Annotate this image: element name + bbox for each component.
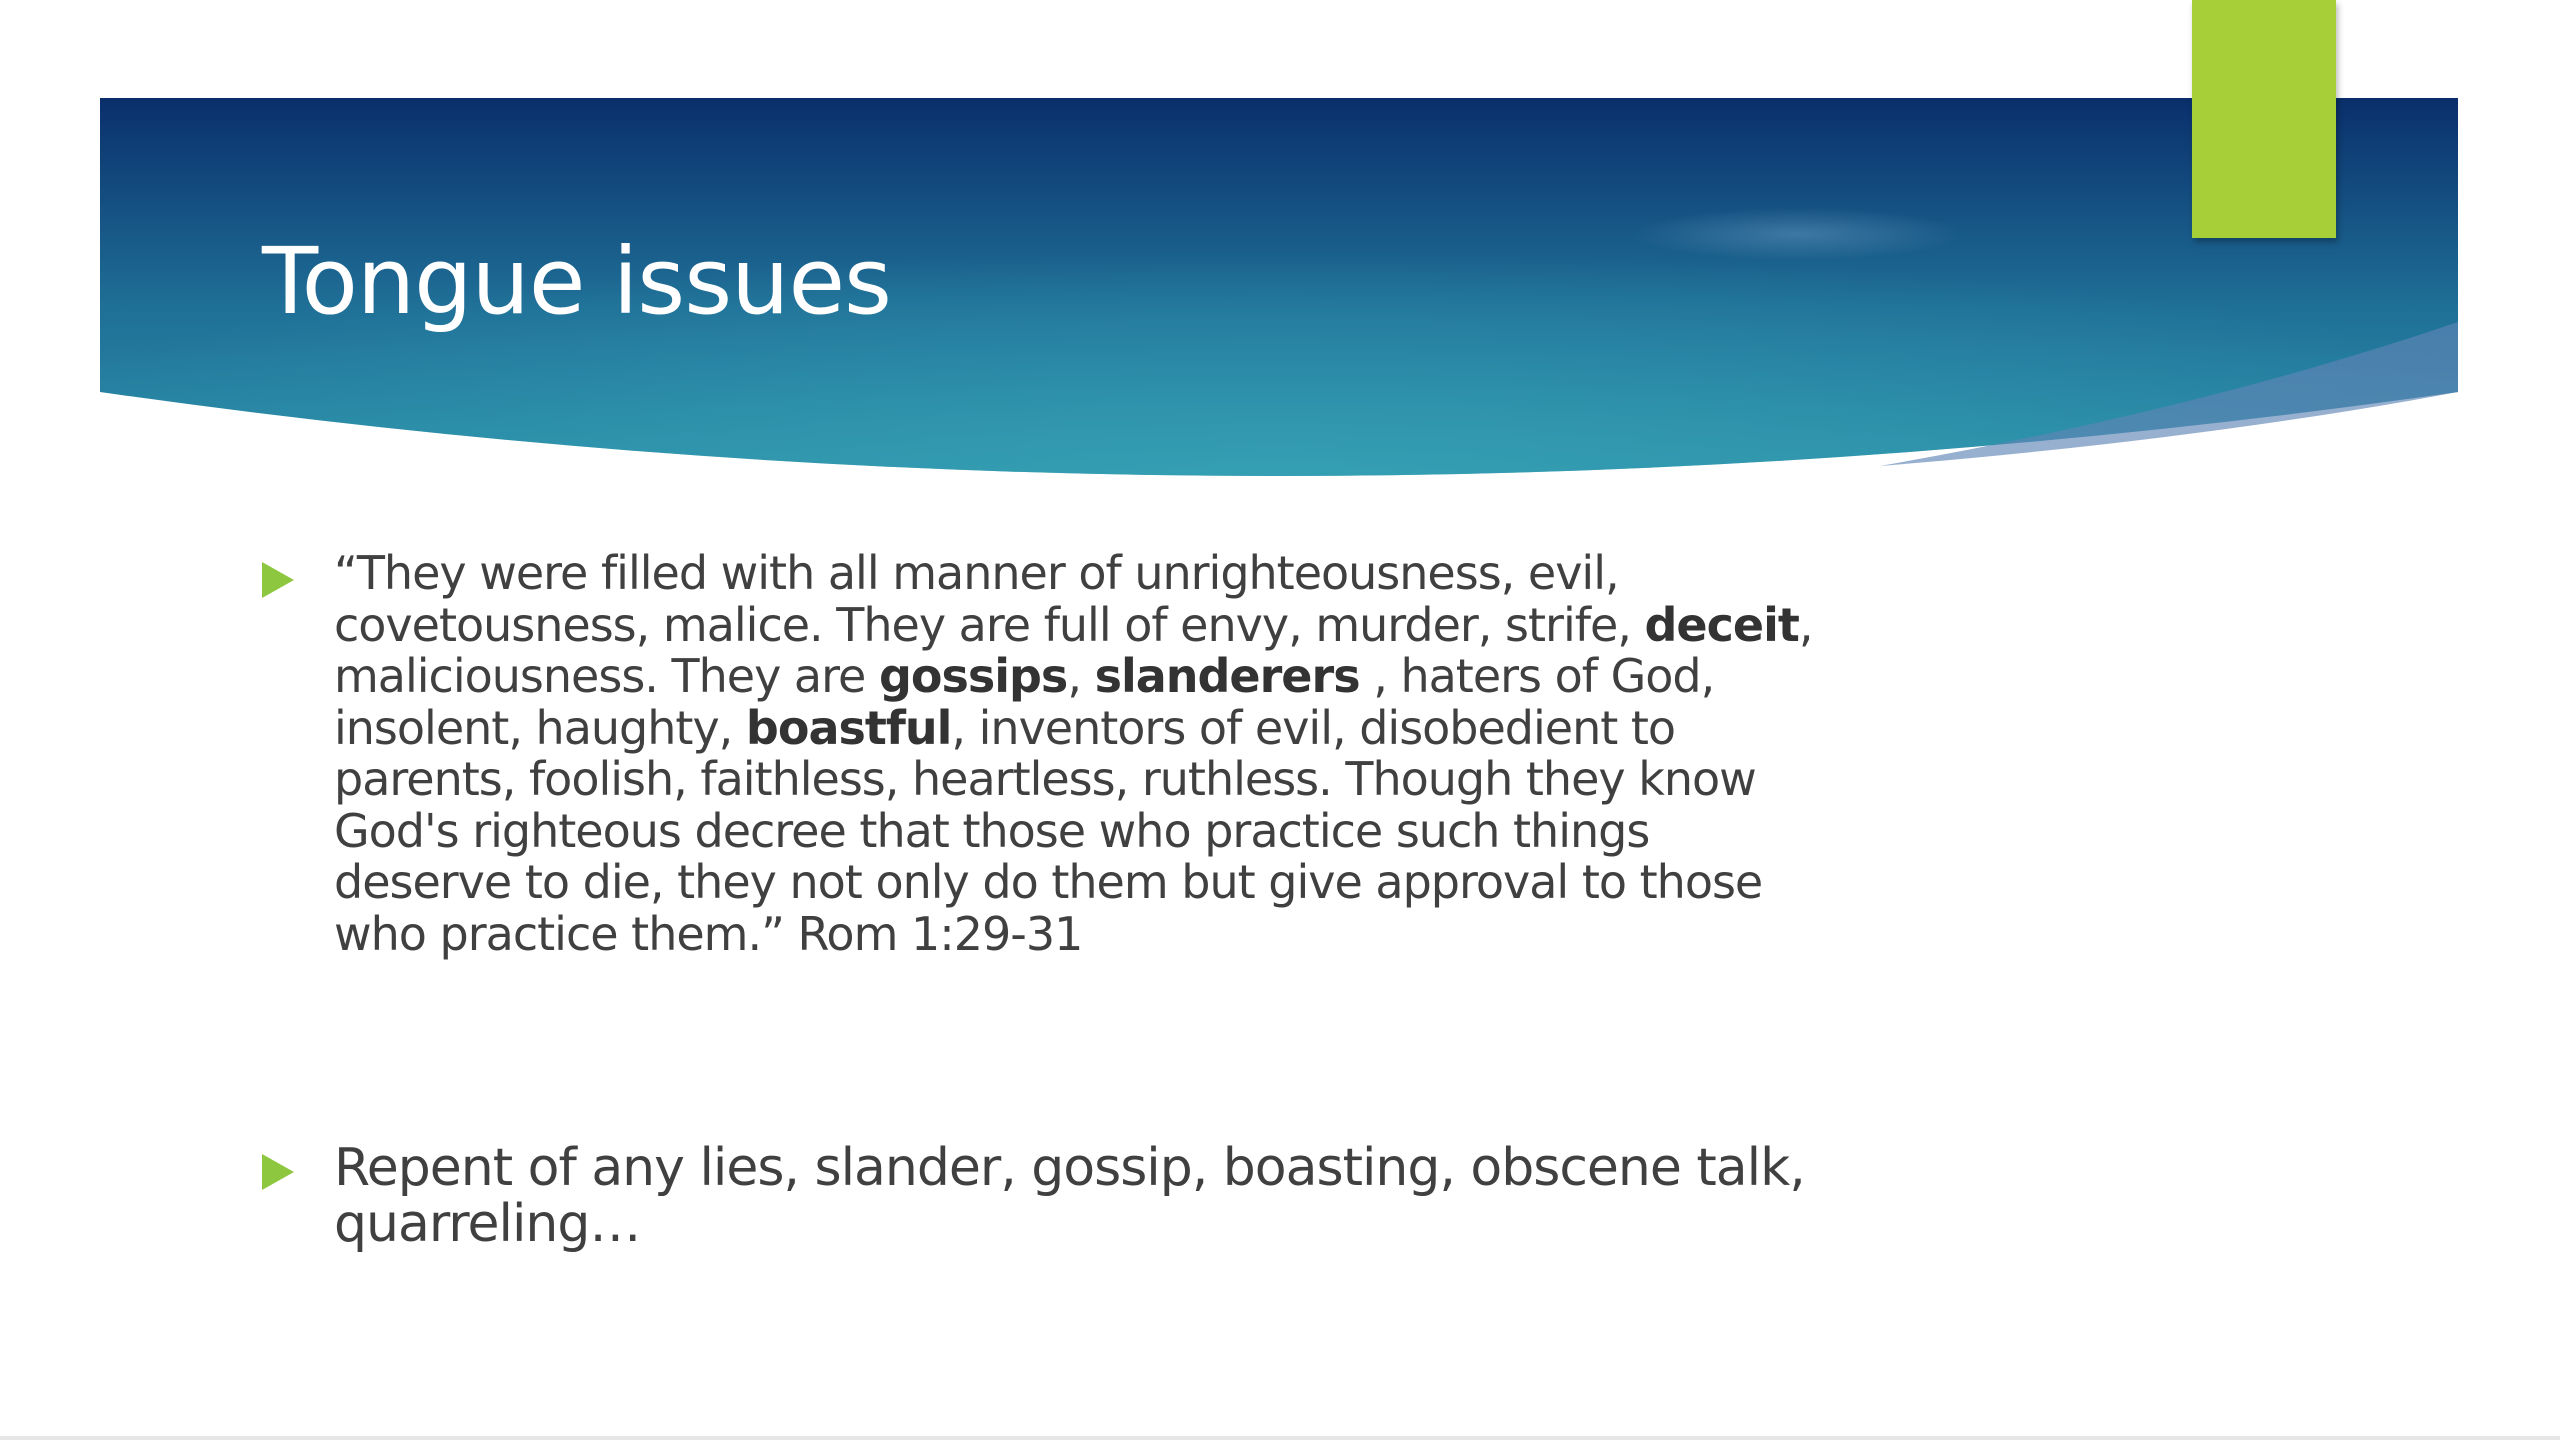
text-line: maliciousness. They are gossips, slanderers , haters of God,: [334, 649, 1715, 703]
emphasis-word: boastful: [745, 700, 952, 755]
triangle-bullet-icon: [262, 1154, 294, 1190]
text-line: God's righteous decree that those who practice such things: [334, 803, 1650, 858]
text-line: deserve to die, they not only do them but give approval to those: [334, 855, 1763, 909]
bottom-rule: [0, 1436, 2560, 1440]
triangle-bullet-icon: [262, 562, 294, 598]
text-line: Repent of any lies, slander, gossip, boasting, obscene talk,: [334, 1138, 1805, 1198]
emphasis-word: gossips: [878, 649, 1068, 703]
text-line: insolent, haughty, boastful, inventors of evil, disobedient to: [334, 700, 1676, 755]
text-line: quarreling…: [334, 1194, 641, 1254]
emphasis-word: slanderers: [1094, 649, 1360, 703]
bullet-text: [334, 548, 2042, 960]
text-line: parents, foolish, faithless, heartless, ruthless. Though they know: [334, 752, 1756, 806]
bullet-item: [262, 1140, 2042, 1252]
bullet-text: [334, 1140, 2042, 1252]
text-line: covetousness, malice. They are full of envy, murder, strife, deceit,: [334, 597, 1813, 652]
text-line: who practice them.” Rom 1:29-31: [334, 906, 1083, 961]
accent-tab: [2192, 0, 2336, 238]
text-line: “They were filled with all manner of unrighteousness, evil,: [334, 546, 1619, 600]
bullet-item: [262, 548, 2042, 960]
emphasis-word: deceit: [1644, 597, 1799, 652]
slide-title: Tongue issues: [262, 228, 891, 335]
